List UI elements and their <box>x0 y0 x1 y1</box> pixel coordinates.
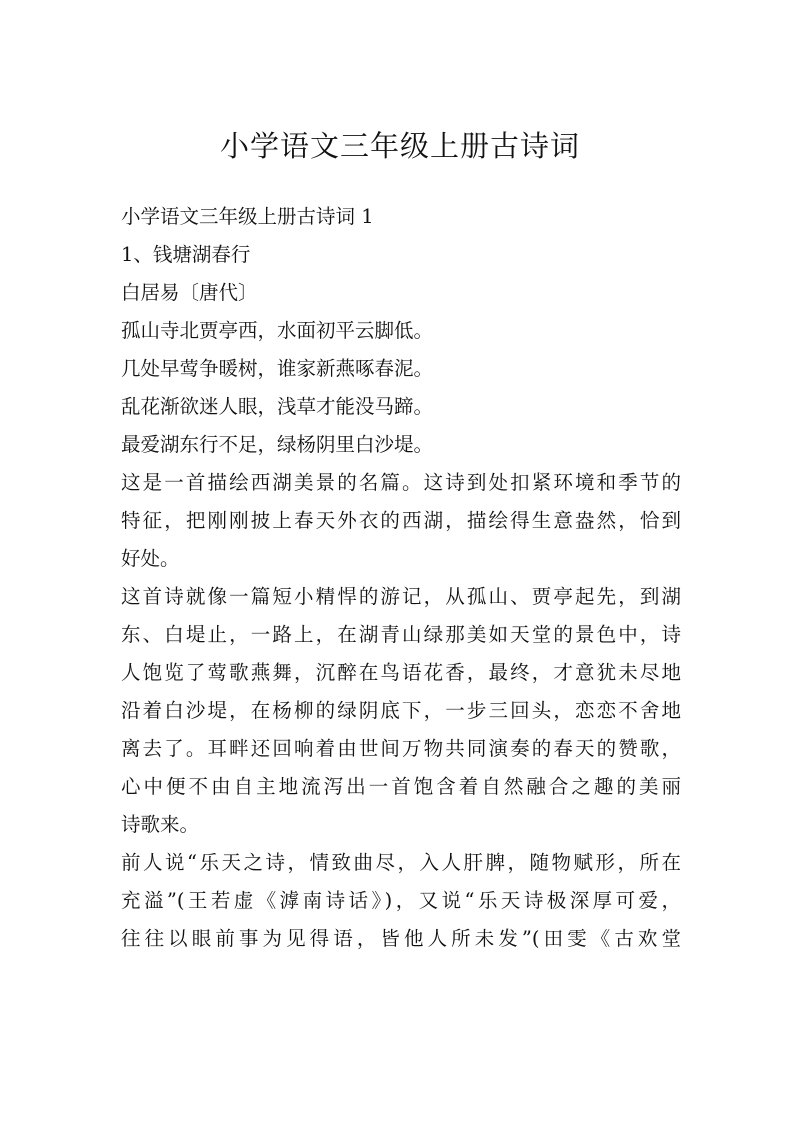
commentary-paragraph-1 <box>121 464 681 578</box>
paragraph-line: 这首诗就像一篇短小精悍的游记，从孤山、贾亭起先，到湖 <box>121 585 681 608</box>
poem-line: 最爱湖东行不足，绿杨阴里白沙堤。 <box>121 433 434 456</box>
paragraph-line: 前人说“乐天之诗，情致曲尽，入人肝脾，随物赋形，所在 <box>121 851 681 874</box>
poem-line: 几处早莺争暖树，谁家新燕啄春泥。 <box>121 357 434 380</box>
commentary-paragraph-2 <box>121 578 681 844</box>
paragraph-line: 这是一首描绘西湖美景的名篇。这诗到处扣紧环境和季节的 <box>121 471 681 494</box>
poem-line: 乱花渐欲迷人眼，浅草才能没马蹄。 <box>121 395 434 418</box>
paragraph-line: 人饱览了莺歌燕舞，沉醉在鸟语花香，最终，才意犹未尽地 <box>121 661 681 684</box>
document-title: 小学语文三年级上册古诗词 <box>219 129 580 163</box>
poem-line: 孤山寺北贾亭西，水面初平云脚低。 <box>121 319 434 342</box>
paragraph-line: 沿着白沙堤，在杨柳的绿阴底下，一步三回头，恋恋不舍地 <box>121 699 681 722</box>
section-heading: 小学语文三年级上册古诗词 1 <box>121 205 374 228</box>
document-body <box>121 198 681 958</box>
paragraph-line: 好处。 <box>121 547 180 570</box>
commentary-paragraph-3 <box>121 844 681 958</box>
paragraph-line: 往往以眼前事为见得语，皆他人所未发”(田雯《古欢堂 <box>121 927 681 950</box>
paragraph-line: 充溢”(王若虚《滹南诗话》)，又说“乐天诗极深厚可爱， <box>121 889 681 912</box>
paragraph-line: 特征，把刚刚披上春天外衣的西湖，描绘得生意盎然，恰到 <box>121 509 681 532</box>
paragraph-line: 东、白堤止，一路上，在湖青山绿那美如天堂的景色中，诗 <box>121 623 681 646</box>
paragraph-line: 心中便不由自主地流泻出一首饱含着自然融合之趣的美丽 <box>121 775 681 798</box>
paragraph-line: 诗歌来。 <box>121 813 200 836</box>
paragraph-line: 离去了。耳畔还回响着由世间万物共同演奏的春天的赞歌， <box>121 737 681 760</box>
poem-author: 白居易〔唐代〕 <box>121 281 258 304</box>
poem-heading: 1、钱塘湖春行 <box>121 243 251 266</box>
